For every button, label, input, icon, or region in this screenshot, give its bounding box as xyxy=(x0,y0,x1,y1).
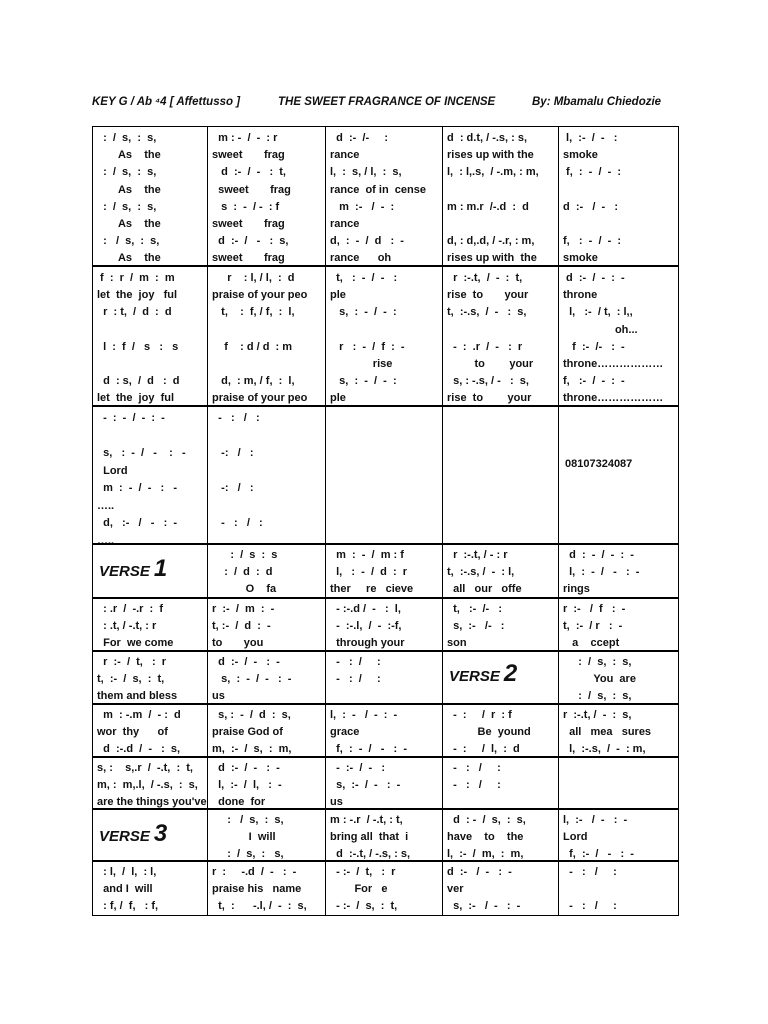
score-line: O fa xyxy=(212,583,277,595)
score-line: : l, / l, : l, xyxy=(97,866,157,878)
score-cell xyxy=(92,544,208,598)
score-line: f : d / d : m xyxy=(212,340,293,353)
score-cell xyxy=(442,651,559,704)
score-line: t, :- / r : - xyxy=(563,620,623,632)
score-line: and I will xyxy=(97,883,153,895)
score-line: - :-.d / - : l, xyxy=(330,603,401,615)
score-line: m : - / - : - xyxy=(97,482,178,494)
score-line: rance xyxy=(330,149,360,162)
score-line: For we come xyxy=(97,637,174,649)
score-line: son xyxy=(447,637,467,649)
score-cell xyxy=(92,266,208,406)
score-line: praise God of xyxy=(212,726,283,738)
score-line: praise his name xyxy=(212,883,302,895)
score-line: f, :- / - : - xyxy=(563,375,625,388)
score-cell xyxy=(325,544,443,598)
score-line: t, : -.l, / - : s, xyxy=(212,900,307,912)
score-row xyxy=(92,266,678,406)
score-line: t, :- / d : - xyxy=(212,620,271,632)
score-line: : / d : d xyxy=(212,566,273,578)
score-line: rise xyxy=(330,358,393,370)
score-line: rises up with the xyxy=(447,252,537,265)
score-cell xyxy=(442,861,559,916)
verse-label xyxy=(99,555,167,583)
score-line: d :-.d / - : s, xyxy=(97,743,181,755)
score-cell xyxy=(325,598,443,651)
score-row xyxy=(92,598,678,651)
score-cell xyxy=(92,809,208,861)
score-line: s, : s,.r / -.t, : t, xyxy=(97,762,193,774)
score-line: d :- / - : - xyxy=(212,656,280,668)
score-row xyxy=(92,861,678,916)
score-cell xyxy=(442,598,559,651)
score-line: wor thy of xyxy=(97,726,168,738)
score-line: d, : d,.d, / -.r, : m, xyxy=(447,235,535,248)
score-line: d, : - / d : - xyxy=(330,235,404,248)
score-line: - : / r : f xyxy=(447,709,512,721)
score-cell xyxy=(558,757,679,809)
score-cell xyxy=(558,406,679,544)
score-line: d, : m, / f, : l, xyxy=(212,375,295,388)
score-line: t, :- / s, : t, xyxy=(97,673,165,685)
score-line: Lord xyxy=(97,464,128,477)
score-line: s, : - / d : s, xyxy=(212,709,291,721)
score-line: r :-.t, / - : r xyxy=(447,549,508,561)
score-cell xyxy=(442,544,559,598)
score-line: : / s : s xyxy=(212,549,278,561)
score-line: f :- /- : - xyxy=(563,340,625,353)
score-cell xyxy=(558,598,679,651)
score-line: d : d.t, / -.s, : s, xyxy=(447,132,528,144)
score-line: r :-.t, / - : s, xyxy=(563,709,632,721)
score-line: m : m.r /-.d : d xyxy=(447,200,529,213)
score-cell xyxy=(207,266,326,406)
score-line: s, : - / - : - xyxy=(212,673,292,685)
score-line: smoke xyxy=(563,252,598,265)
score-line: f : r / m : m xyxy=(97,272,175,284)
score-line: r :- / t, : r xyxy=(97,656,167,668)
score-line: s, :- / - : - xyxy=(447,900,521,912)
verse-word: VERSE xyxy=(99,563,150,580)
score-line: : / s, : s, xyxy=(97,200,157,213)
score-line: let the joy ful xyxy=(97,392,175,405)
score-cell xyxy=(207,544,326,598)
score-line: bring all that i xyxy=(330,831,409,843)
score-line: l, :- / t, : l,, xyxy=(563,306,633,319)
score-line: - : - / - : - xyxy=(97,412,165,424)
score-cell xyxy=(558,544,679,598)
score-line: As the xyxy=(97,252,161,265)
score-cell xyxy=(325,704,443,757)
score-line: smoke xyxy=(563,149,598,162)
score-cell xyxy=(207,651,326,704)
score-cell xyxy=(92,704,208,757)
score-line: sweet frag xyxy=(212,218,285,230)
score-line: t, :- /- : xyxy=(447,603,502,615)
score-line: : f, / f, : f, xyxy=(97,900,159,912)
header xyxy=(92,96,692,116)
score-line: s, :- / - : - xyxy=(330,779,401,791)
score-line: r :- / f : - xyxy=(563,603,626,615)
score-line: grace xyxy=(330,726,360,738)
score-line: Lord xyxy=(563,831,588,843)
score-line: : / s, : s, xyxy=(97,132,157,144)
score-line: throne……………… xyxy=(563,392,664,405)
key-signature: KEY G / Ab ⁴4 [ Affettusso ] xyxy=(92,96,241,108)
verse-label xyxy=(99,820,167,848)
score-line: are the things you've xyxy=(97,796,207,808)
score-line: all our offe xyxy=(447,583,522,595)
score-line: d : - / - : - xyxy=(563,549,634,561)
score-line: -: / : xyxy=(212,482,254,494)
score-line: to you xyxy=(212,637,264,649)
score-line: praise of your peo xyxy=(212,392,308,405)
score-row xyxy=(92,809,678,861)
score-line: You are xyxy=(563,673,636,685)
score-line: d : s, / d : d xyxy=(97,375,180,388)
score-line: s, : - / - : - xyxy=(97,447,186,459)
score-line: m : - / m : f xyxy=(330,549,404,561)
score-line: t, : - / - : xyxy=(330,272,398,284)
score-line: ver xyxy=(447,883,464,895)
score-line: d : - / s, : s, xyxy=(447,814,526,826)
score-line: ple xyxy=(330,289,346,302)
score-line: sweet frag xyxy=(212,252,285,265)
score-line: them and bless xyxy=(97,690,178,702)
score-cell xyxy=(442,406,559,544)
score-line: f, : - / - : - xyxy=(330,743,407,755)
score-line: r : t, / d : d xyxy=(97,306,172,319)
score-line: l, :- / - : - xyxy=(563,814,628,826)
score-line: t, :-.s, / - : l, xyxy=(447,566,515,578)
score-line: rance xyxy=(330,218,360,230)
score-line: f, : - / - : xyxy=(563,235,622,248)
score-line: - : / : xyxy=(447,762,501,774)
score-line: t, : f, / f, : l, xyxy=(212,306,295,319)
verse-number: 3 xyxy=(153,820,168,847)
score-line: - : / : xyxy=(563,866,617,878)
score-row xyxy=(92,406,678,544)
score-line: ther re cieve xyxy=(330,583,414,595)
score-line: d :- / - : - xyxy=(212,762,280,774)
score-line: l, : - / - : - xyxy=(330,709,398,721)
score-cell xyxy=(558,266,679,406)
score-cell xyxy=(558,861,679,916)
song-title: THE SWEET FRAGRANCE OF INCENSE xyxy=(278,96,496,108)
score-line: m, :- / s, : m, xyxy=(212,743,292,755)
score-line: have to the xyxy=(447,831,524,843)
score-line: - : / : xyxy=(330,656,381,668)
score-cell xyxy=(442,266,559,406)
score-cell xyxy=(325,266,443,406)
score-cell xyxy=(442,757,559,809)
score-line: r : - / f : - xyxy=(330,340,405,353)
score-line: l : f / s : s xyxy=(97,340,179,353)
score-cell xyxy=(92,126,208,266)
verse-number: 1 xyxy=(153,555,168,582)
score-row xyxy=(92,651,678,704)
score-line: As the xyxy=(97,183,161,196)
score-line: : / s, : s, xyxy=(563,656,632,668)
score-cell xyxy=(92,757,208,809)
score-line: : .t, / -.t, : r xyxy=(97,620,157,632)
score-line: rise to your xyxy=(447,289,529,302)
score-line: s : - / - : f xyxy=(212,200,280,213)
score-cell xyxy=(558,651,679,704)
score-line: s, : -.s, / - : s, xyxy=(447,375,529,388)
score-cell xyxy=(207,704,326,757)
score-line: us xyxy=(212,690,225,702)
score-line: - : .r / - : r xyxy=(447,340,523,353)
score-line: rance oh xyxy=(330,252,392,265)
score-table xyxy=(92,126,678,916)
score-line: l, :-.s, / - : m, xyxy=(563,743,646,755)
score-line: r :- / m : - xyxy=(212,603,275,615)
phone-number: 08107324087 xyxy=(565,458,633,470)
score-line: d :-.t, / -.s, : s, xyxy=(330,848,411,860)
score-line: m : -.m / - : d xyxy=(97,709,181,721)
score-cell xyxy=(207,406,326,544)
score-line: rises up with the xyxy=(447,149,534,162)
score-cell xyxy=(325,406,443,544)
score-line: : .r / -.r : f xyxy=(97,603,163,615)
score-line: l, :- / - : xyxy=(563,132,618,144)
score-cell xyxy=(325,861,443,916)
score-cell xyxy=(442,704,559,757)
score-line: us xyxy=(330,796,343,808)
score-cell xyxy=(92,651,208,704)
author: By: Mbamalu Chiedozie xyxy=(532,96,662,108)
score-line: For e xyxy=(330,883,388,895)
score-line: s, :- /- : xyxy=(447,620,505,632)
score-line: - : / : xyxy=(447,779,501,791)
score-cell xyxy=(558,809,679,861)
score-line: f, : - / - : xyxy=(563,166,622,179)
score-cell xyxy=(442,809,559,861)
score-line: sweet frag xyxy=(212,183,291,196)
score-line: - : / : xyxy=(212,517,263,529)
score-line: l, :- / l, : - xyxy=(212,779,282,791)
score-line: -: / : xyxy=(212,447,254,459)
score-cell xyxy=(207,809,326,861)
score-line: l, : - / - : - xyxy=(563,566,640,578)
score-line: throne……………… xyxy=(563,358,664,370)
score-line: m, : m,.l, / -.s, : s, xyxy=(97,779,198,791)
score-line: through your xyxy=(330,637,405,649)
score-line: m : - / - : r xyxy=(212,132,278,144)
score-cell xyxy=(92,598,208,651)
score-line: - : / l, : d xyxy=(447,743,520,755)
score-line: As the xyxy=(97,218,161,230)
score-line: - :- / - : xyxy=(330,762,385,774)
score-line: As the xyxy=(97,149,161,162)
score-line: let the joy ful xyxy=(97,289,178,302)
score-row xyxy=(92,544,678,598)
score-cell xyxy=(207,757,326,809)
score-line: throne xyxy=(563,289,598,302)
score-cell xyxy=(92,406,208,544)
score-line: f, :- / - : - xyxy=(563,848,634,860)
score-line: all mea sures xyxy=(563,726,652,738)
score-cell xyxy=(558,704,679,757)
score-line: d :- / - : s, xyxy=(212,235,289,248)
score-line: d :- / - : t, xyxy=(212,166,286,179)
score-row xyxy=(92,704,678,757)
score-line: s, : - / - : xyxy=(330,306,397,319)
score-line: d :- /- : xyxy=(330,132,389,144)
score-line: r : -.d / - : - xyxy=(212,866,297,878)
score-line: d, :- / - : - xyxy=(97,517,178,529)
score-line: l, : - / d : r xyxy=(330,566,407,578)
score-cell xyxy=(207,861,326,916)
score-line: d :- / - : - xyxy=(447,866,512,878)
verse-word: VERSE xyxy=(449,668,500,685)
score-line: Be yound xyxy=(447,726,531,738)
score-line: r :-.t, / - : t, xyxy=(447,272,523,284)
score-line: : / s, : s, xyxy=(212,814,284,826)
score-line: I will xyxy=(212,831,276,843)
score-cell xyxy=(325,651,443,704)
score-line: praise of your peo xyxy=(212,289,308,302)
score-line: m :- / - : xyxy=(330,200,395,213)
score-line: : / s, : s, xyxy=(97,235,160,248)
score-cell xyxy=(325,757,443,809)
score-line: : / s, : s, xyxy=(212,848,284,860)
score-line: : / s, : s, xyxy=(97,166,157,179)
score-line: rise to your xyxy=(447,392,532,405)
score-cell xyxy=(92,861,208,916)
score-line: d :- / - : xyxy=(563,200,618,213)
score-line: - :-.l, / - :-f, xyxy=(330,620,402,632)
score-line: a ccept xyxy=(563,637,620,649)
verse-number: 2 xyxy=(503,660,518,687)
verse-word: VERSE xyxy=(99,828,150,845)
score-line: d :- / - : - xyxy=(563,272,625,284)
score-line: oh... xyxy=(563,323,638,336)
score-line: ple xyxy=(330,392,346,405)
score-line: rance of in cense xyxy=(330,183,426,196)
score-row xyxy=(92,757,678,809)
score-cell xyxy=(207,126,326,266)
score-line: to your xyxy=(447,358,534,370)
score-cell xyxy=(558,126,679,266)
score-cell xyxy=(325,809,443,861)
score-cell xyxy=(442,126,559,266)
score-cell xyxy=(325,126,443,266)
verse-label xyxy=(449,660,517,688)
score-line: rings xyxy=(563,583,590,595)
score-line: - :- / t, : r xyxy=(330,866,396,878)
score-row xyxy=(92,126,678,266)
score-line: t, :-.s, / - : s, xyxy=(447,306,527,319)
score-line: - : / : xyxy=(563,900,617,912)
score-line: sweet frag xyxy=(212,149,285,162)
score-line: ….. xyxy=(97,534,115,544)
score-line: s, : - / - : xyxy=(330,375,397,388)
score-line: ….. xyxy=(97,499,115,512)
score-line: - : / : xyxy=(212,412,260,424)
score-line: r : l, / l, : d xyxy=(212,272,295,284)
score-line: - : / : xyxy=(330,673,381,685)
score-line: l, : l,.s, / -.m, : m, xyxy=(447,166,539,179)
score-line: m : -.r / -.t, : t, xyxy=(330,814,403,826)
score-line: - :- / s, : t, xyxy=(330,900,398,912)
score-line: done for xyxy=(212,796,266,808)
score-line: l, : s, / l, : s, xyxy=(330,166,402,179)
score-line: : / s, : s, xyxy=(563,690,632,702)
score-line: l, :- / m, : m, xyxy=(447,848,524,860)
score-cell xyxy=(207,598,326,651)
